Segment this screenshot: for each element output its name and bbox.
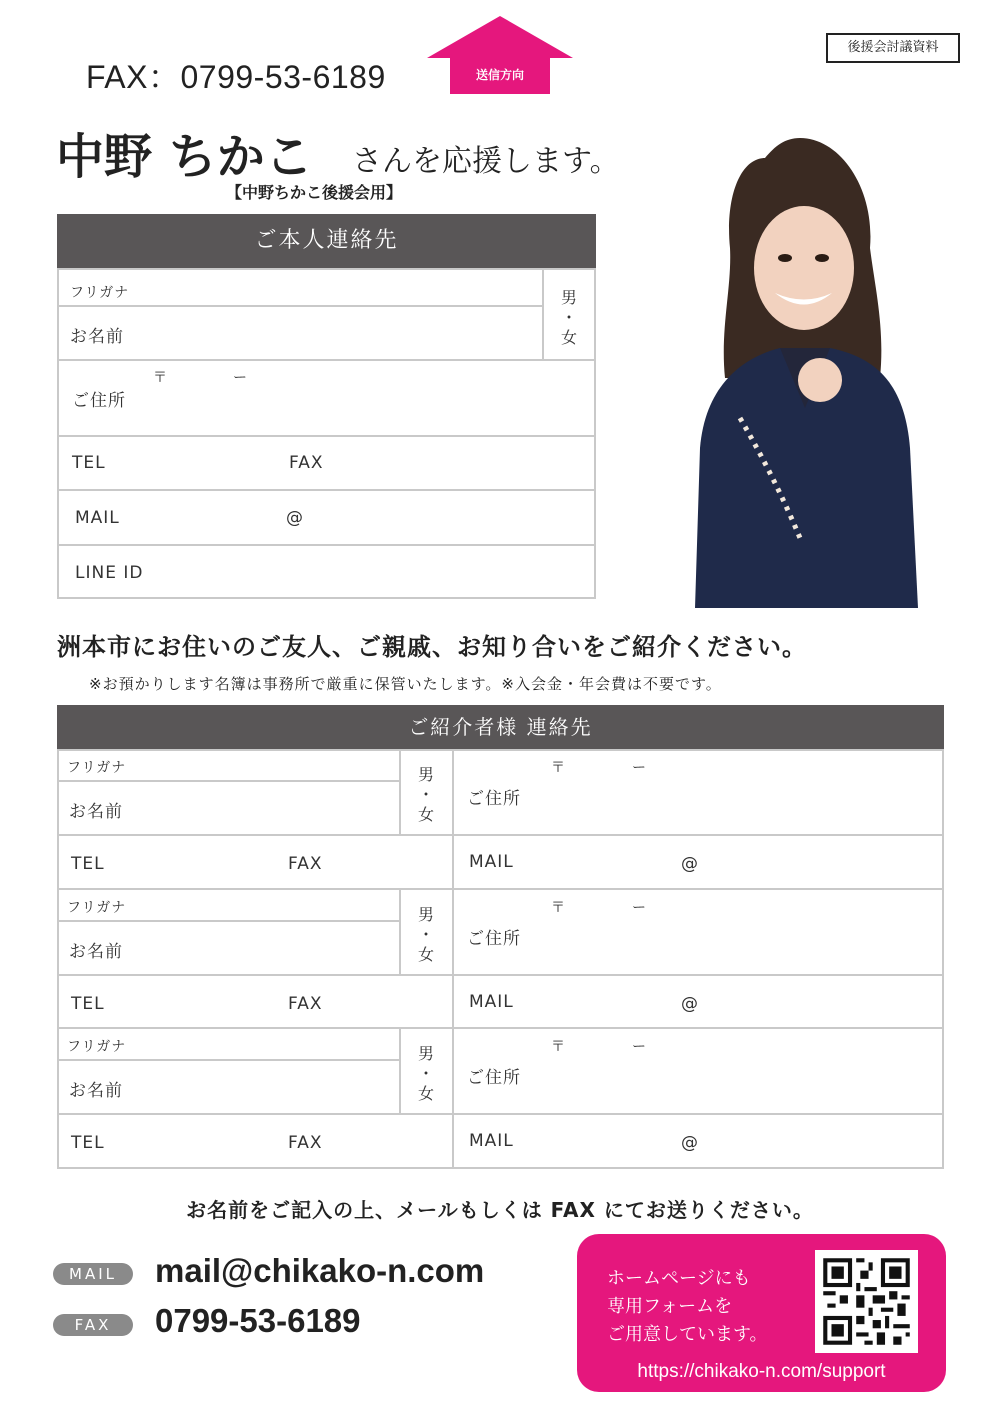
fax-number-top: FAX：0799-53-6189 [86,59,386,95]
fax-pill: FAX [53,1314,133,1336]
ref2-name-field[interactable] [145,928,394,968]
document-tag: 後援会討議資料 [826,33,960,63]
ref2-gender-dot: ・ [417,925,434,944]
contact-fax: 0799-53-6189 [155,1302,361,1339]
ref3-gender-m[interactable]: 男 [417,1044,434,1063]
ref2-name-label: お名前 [69,942,123,962]
contact-mail[interactable]: mail@chikako-n.com [155,1252,485,1289]
ref3-mail-label: MAIL [469,1131,514,1151]
ref3-address-field[interactable] [540,1059,939,1105]
ref1-address-field[interactable] [540,780,939,826]
web-box-line1: ホームページにも [607,1268,751,1289]
support-url[interactable]: https://chikako-n.com/support [637,1361,886,1382]
mail-pill: MAIL [53,1263,133,1285]
ref2-postal-dash: ー [632,900,647,916]
ref1-tel-label: TEL [71,854,105,874]
web-box-line3: ご用意しています。 [607,1324,768,1345]
ref1-mail-at: @ [681,854,699,874]
ref1-fax-label: FAX [288,854,323,874]
ref3-postal-mark: 〒 [551,1039,566,1055]
self-tel-field[interactable] [120,446,274,480]
ref1-postal-mark: 〒 [551,760,566,776]
self-address-field[interactable] [150,385,584,427]
ref3-gender-f[interactable]: 女 [417,1084,434,1103]
self-address-label: ご住所 [72,391,126,411]
self-gender-f[interactable]: 女 [560,328,577,347]
ref2-address-field[interactable] [540,920,939,966]
ref2-gender-f[interactable]: 女 [417,945,434,964]
ref3-fax-label: FAX [288,1133,323,1153]
ref2-postal-mark: 〒 [551,900,566,916]
candidate-name: 中野 ちかこ [56,129,313,185]
ref3-mail-at: @ [681,1133,699,1153]
candidate-photo [680,118,918,608]
ref1-postal-dash: ー [632,760,647,776]
self-mail-label: MAIL [75,508,120,528]
intro-headline: 洲本市にお住いのご友人、ご親戚、お知り合いをご紹介ください。 [57,632,807,661]
referral-form-header: ご紹介者様 連絡先 [57,705,944,749]
ref1-mail-label: MAIL [469,852,514,872]
ref3-gender-dot: ・ [417,1064,434,1083]
self-postal-dash: ー [233,370,248,386]
send-direction-label: 送信方向 [475,68,524,82]
ref1-gender-dot: ・ [417,785,434,804]
ref2-address-label: ご住所 [467,929,521,949]
ref3-address-label: ご住所 [467,1068,521,1088]
qr-code[interactable] [815,1250,918,1353]
intro-note: ※お預かりします名簿は事務所で厳重に保管いたします。※入会金・年会費は不要です。 [89,675,722,693]
self-name-field[interactable] [150,312,534,354]
ref2-fax-label: FAX [288,994,323,1014]
send-direction-arrow [427,16,573,94]
ref1-gender-m[interactable]: 男 [417,765,434,784]
ref1-furigana-label: フリガナ [67,760,127,776]
self-furigana-label: フリガナ [70,285,130,301]
self-mail-field[interactable] [140,500,584,534]
ref2-furigana-label: フリガナ [67,900,127,916]
self-tel-label: TEL [72,453,106,473]
ref2-gender-m[interactable]: 男 [417,905,434,924]
ref3-tel-label: TEL [71,1133,105,1153]
ref3-name-label: お名前 [69,1081,123,1101]
send-instruction: お名前をご記入の上、メールもしくは FAX にてお送りください。 [186,1198,814,1222]
self-line-label: LINE ID [75,563,144,583]
ref3-postal-dash: ー [632,1039,647,1055]
ref3-name-field[interactable] [145,1067,394,1107]
ref3-furigana-label: フリガナ [67,1039,127,1055]
title-sub: 【中野ちかこ後援会用】 [226,183,403,202]
self-fax-field[interactable] [340,446,584,480]
self-postal-mark: 〒 [153,370,168,386]
ref1-address-label: ご住所 [467,789,521,809]
title-suffix: さんを応援します。 [352,144,620,179]
ref2-mail-label: MAIL [469,992,514,1012]
self-mail-at: @ [286,508,304,528]
web-box-line2: 専用フォームを [607,1296,733,1317]
self-form-header: ご本人連絡先 [57,214,596,268]
ref1-gender-f[interactable]: 女 [417,805,434,824]
ref2-tel-label: TEL [71,994,105,1014]
ref1-name-field[interactable] [145,788,394,828]
self-name-label: お名前 [70,327,124,347]
self-gender-dot: ・ [560,308,577,327]
self-gender-m[interactable]: 男 [560,288,577,307]
self-furigana-field[interactable] [150,274,534,304]
ref1-name-label: お名前 [69,802,123,822]
ref2-mail-at: @ [681,994,699,1014]
self-line-field[interactable] [165,555,584,589]
self-fax-label: FAX [289,453,324,473]
web-form-box [577,1234,946,1392]
qr-code-icon [815,1250,918,1353]
